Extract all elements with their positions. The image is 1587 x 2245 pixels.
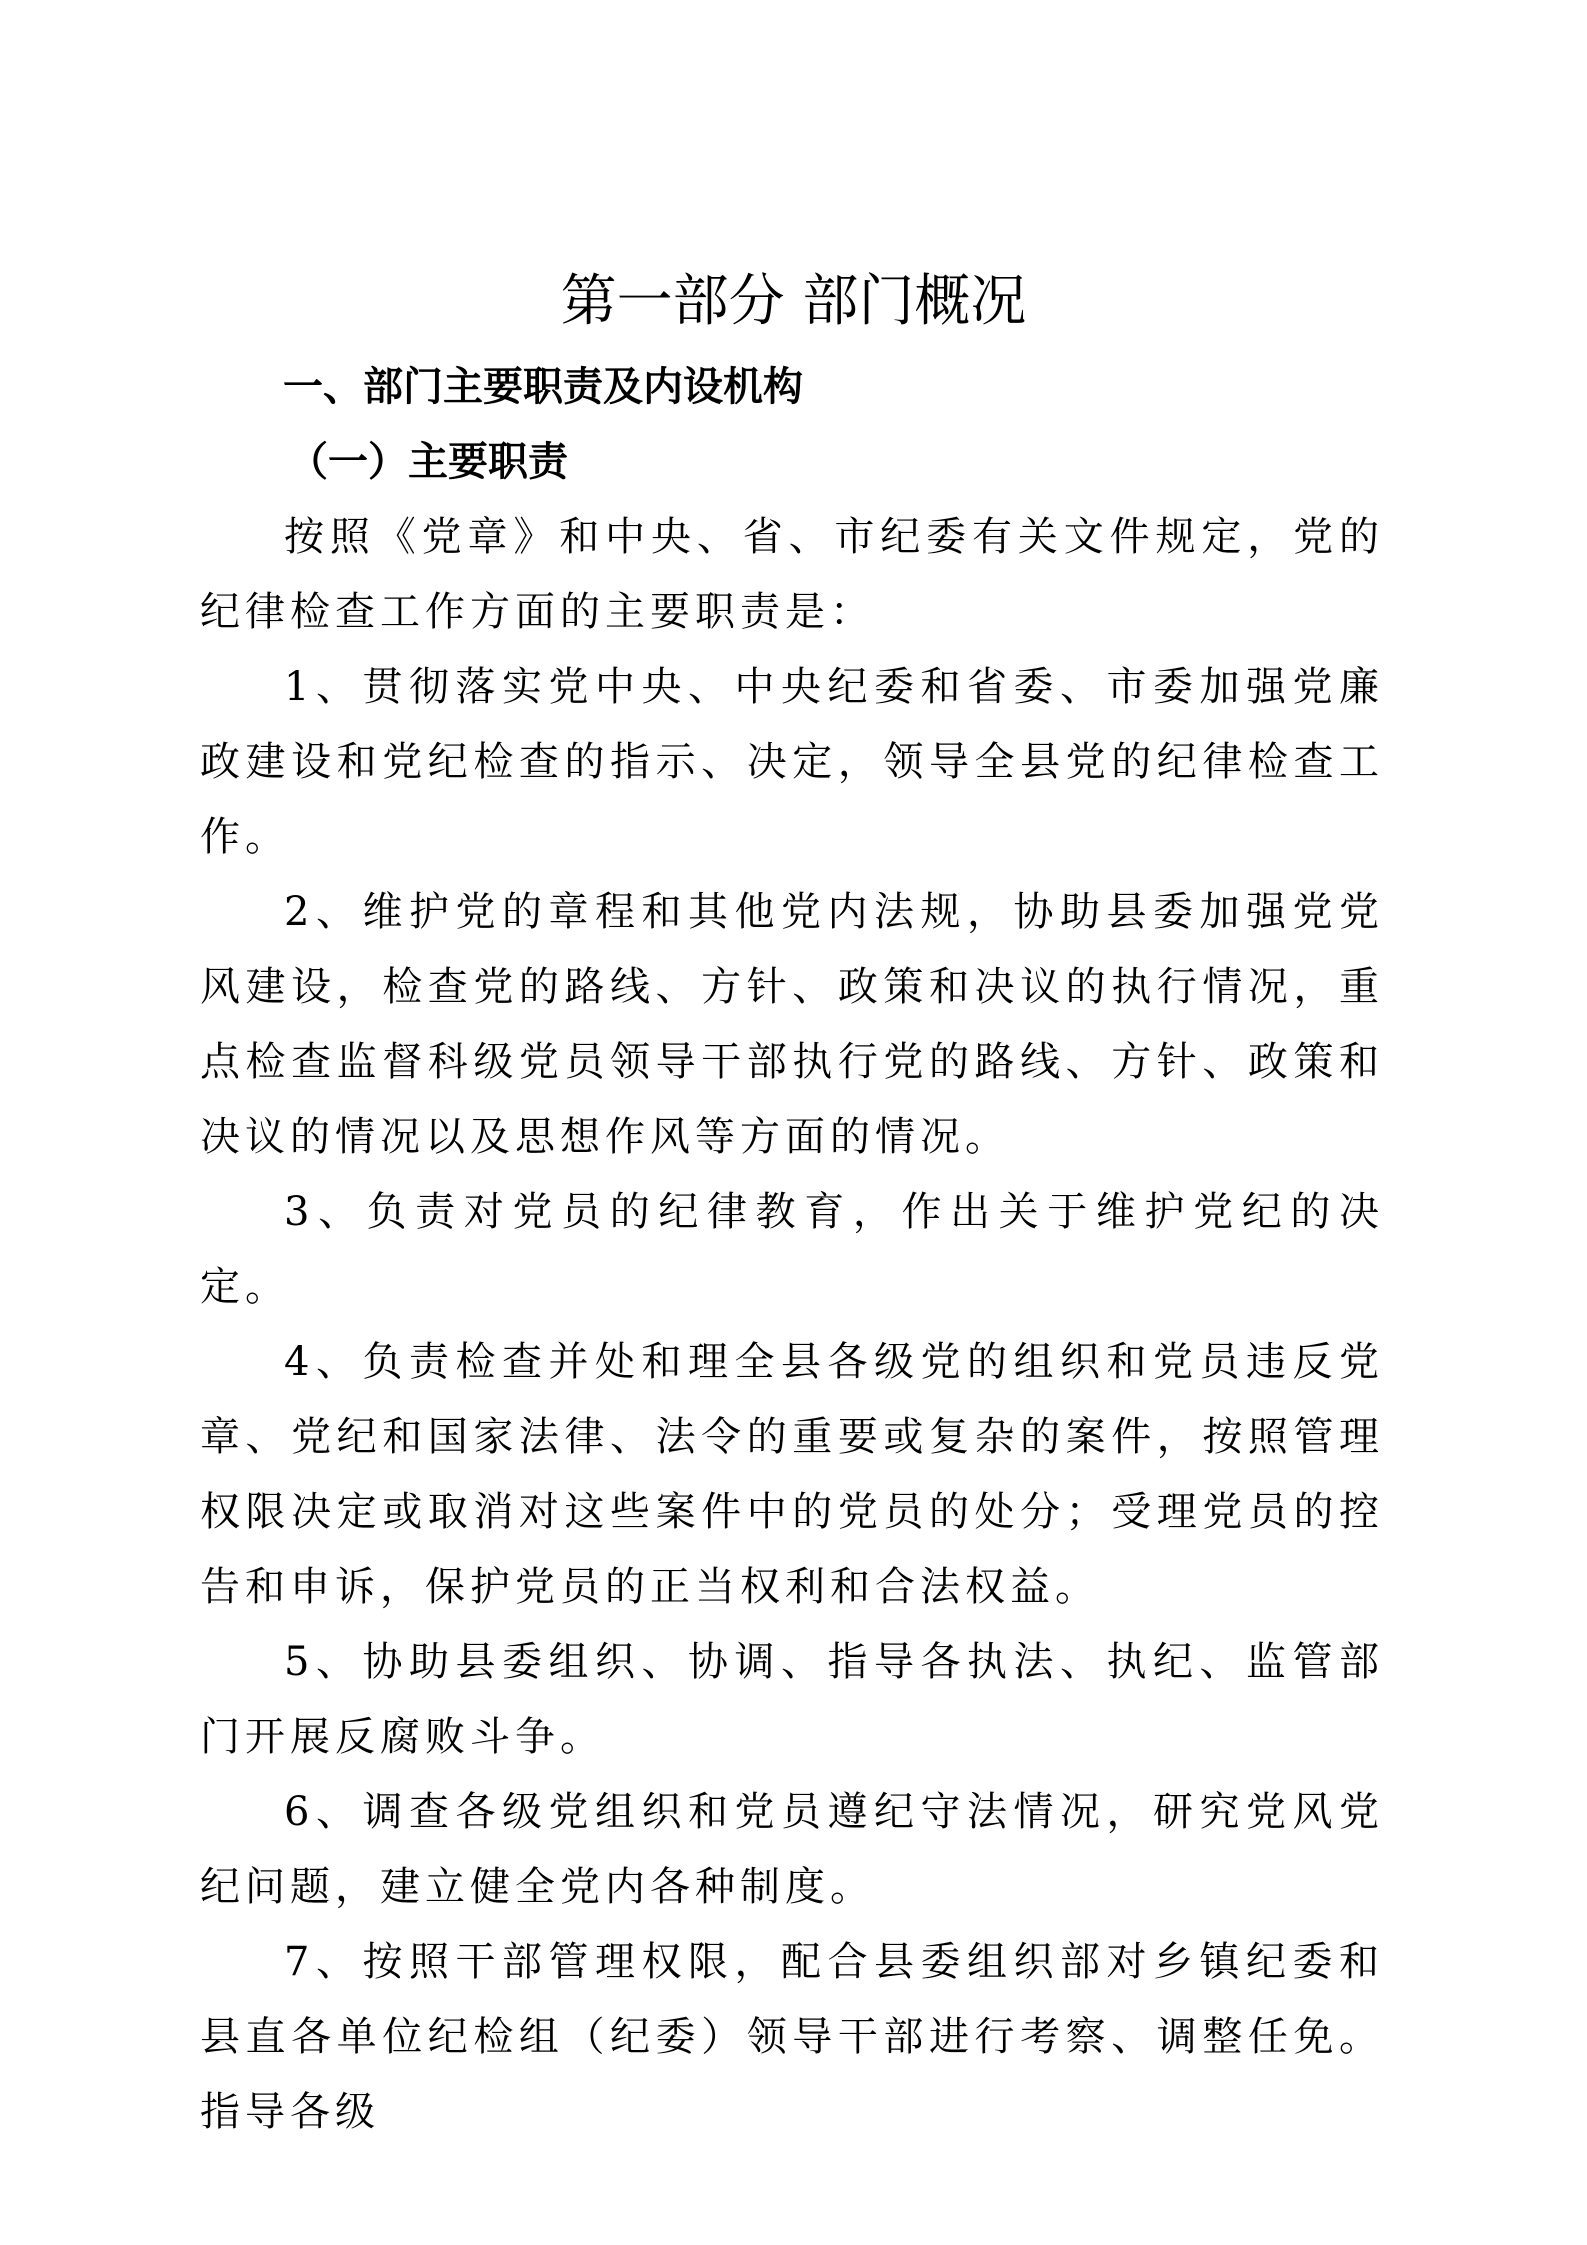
paragraph-duty-2: 2、维护党的章程和其他党内法规，协助县委加强党党风建设，检查党的路线、方针、政策和决议的执行情况，重点检查监督科级党员领导干部执行党的路线、方针、政策和决议的情况以及思想作风等方面的情况。 (200, 889, 1384, 1160)
section-heading: 一、部门主要职责及内设机构 (283, 364, 803, 410)
document-body (200, 500, 1384, 2150)
paragraph-duty-7: 7、按照干部管理权限，配合县委组织部对乡镇纪委和县直各单位纪检组（纪委）领导干部进行考察、调整任免。指导各级 (200, 1939, 1384, 2135)
paragraph-duty-1: 1、贯彻落实党中央、中央纪委和省委、市委加强党廉政建设和党纪检查的指示、决定，领导全县党的纪律检查工作。 (200, 664, 1384, 860)
paragraph-duty-6: 6、调查各级党组织和党员遵纪守法情况，研究党风党纪问题，建立健全党内各种制度。 (200, 1789, 1384, 1910)
document-title: 第一部分 部门概况 (560, 269, 1027, 334)
paragraph-duty-4: 4、负责检查并处和理全县各级党的组织和党员违反党章、党纪和国家法律、法令的重要或复杂的案件，按照管理权限决定或取消对这些案件中的党员的处分；受理党员的控告和申诉，保护党员的正当权利和合法权益。 (200, 1339, 1384, 1610)
paragraph-duty-3: 3、负责对党员的纪律教育，作出关于维护党纪的决定。 (200, 1189, 1384, 1310)
paragraph-duty-5: 5、协助县委组织、协调、指导各执法、执纪、监管部门开展反腐败斗争。 (200, 1639, 1384, 1760)
paragraph-intro: 按照《党章》和中央、省、市纪委有关文件规定，党的纪律检查工作方面的主要职责是： (200, 514, 1384, 635)
sub-heading: （一）主要职责 (288, 438, 568, 485)
